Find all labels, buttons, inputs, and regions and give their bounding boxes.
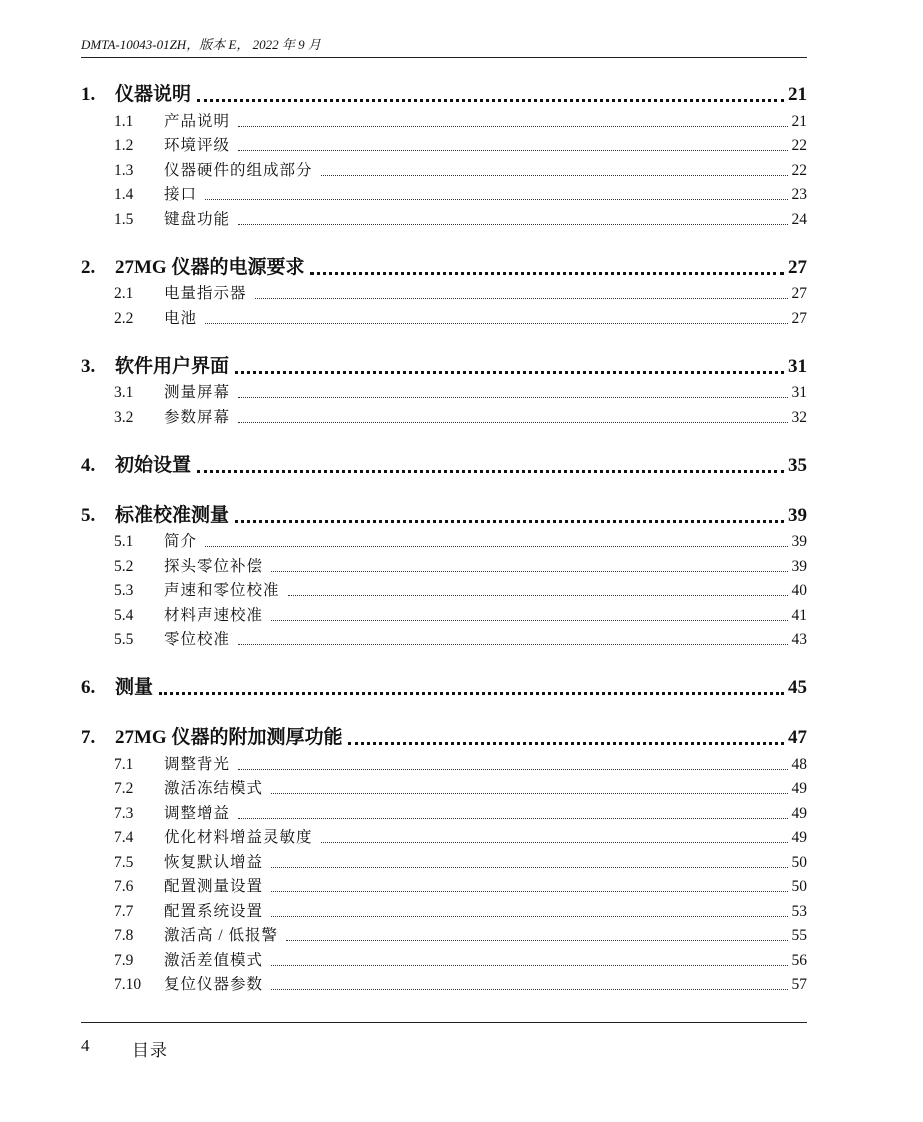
dot-leader (197, 470, 784, 473)
section-number: 7.4 (114, 829, 134, 846)
section-page-number: 39 (791, 533, 807, 550)
section-number: 1.3 (114, 161, 134, 179)
toc-section-entry[interactable] (81, 626, 807, 651)
section-page-number: 49 (791, 780, 807, 797)
toc-chapter-entry[interactable] (81, 451, 807, 478)
chapter-title: 27MG 仪器的附加测厚功能 (115, 727, 343, 748)
dot-leader (286, 940, 787, 941)
toc-section-entry[interactable] (81, 848, 807, 873)
dot-leader (238, 397, 787, 398)
section-number: 7.7 (114, 902, 134, 920)
toc-section-entry[interactable] (81, 132, 807, 157)
section-number: 7.1 (114, 755, 134, 773)
section-page-number: 27 (791, 309, 807, 327)
chapter-title: 初始设置 (115, 454, 192, 476)
toc-section-entry[interactable] (81, 181, 807, 206)
section-title: 键盘功能 (164, 210, 231, 228)
dot-leader (271, 793, 787, 794)
toc-section-entry[interactable] (81, 107, 807, 132)
dot-leader (235, 371, 784, 374)
chapter-gap (81, 329, 807, 352)
chapter-page-number: 39 (788, 504, 807, 526)
section-title: 参数屏幕 (164, 408, 231, 426)
dot-leader (348, 742, 784, 745)
toc-chapter-entry[interactable] (81, 501, 807, 528)
chapter-gap (81, 700, 807, 723)
section-title: 产品说明 (164, 112, 231, 130)
section-number: 7.10 (114, 976, 142, 993)
toc-section-entry[interactable] (81, 873, 807, 898)
toc-section-entry[interactable] (81, 156, 807, 181)
section-page-number: 39 (791, 557, 807, 575)
chapter-number: 2. (81, 256, 96, 278)
dot-leader (310, 272, 784, 275)
dot-leader (321, 842, 788, 843)
section-page-number: 48 (791, 755, 807, 773)
section-number: 5.1 (114, 533, 134, 550)
dot-leader (321, 175, 788, 176)
section-title: 电量指示器 (164, 285, 247, 302)
toc-section-entry[interactable] (81, 379, 807, 404)
toc-chapter-entry[interactable] (81, 352, 807, 379)
chapter-title: 测量 (115, 677, 154, 698)
toc-section-entry[interactable] (81, 528, 807, 553)
chapter-title: 软件用户界面 (115, 355, 230, 377)
section-title: 配置测量设置 (164, 878, 264, 895)
section-title: 优化材料增益灵敏度 (164, 829, 313, 846)
chapter-title: 27MG 仪器的电源要求 (115, 256, 305, 278)
dot-leader (238, 422, 787, 423)
section-number: 1.1 (114, 112, 134, 130)
section-title: 配置系统设置 (164, 902, 264, 920)
footer-rule (81, 1022, 807, 1023)
section-title: 激活冻结模式 (164, 780, 264, 797)
section-title: 调整增益 (164, 804, 231, 822)
dot-leader (271, 867, 787, 868)
chapter-number: 1. (81, 84, 96, 105)
section-number: 5.4 (114, 606, 134, 624)
chapter-page-number: 45 (788, 677, 807, 698)
section-title: 声速和零位校准 (164, 582, 280, 599)
toc-section-entry[interactable] (81, 304, 807, 329)
dot-leader (271, 916, 787, 917)
section-title: 仪器硬件的组成部分 (164, 161, 313, 179)
chapter-gap (81, 428, 807, 451)
toc-section-entry[interactable] (81, 601, 807, 626)
section-number: 7.6 (114, 878, 134, 895)
dot-leader (255, 298, 788, 299)
section-number: 1.5 (114, 210, 134, 228)
chapter-gap (81, 650, 807, 673)
chapter-title: 仪器说明 (115, 84, 192, 105)
dot-leader (197, 99, 784, 102)
section-page-number: 31 (791, 384, 807, 401)
section-page-number: 23 (791, 186, 807, 203)
section-number: 7.9 (114, 951, 134, 969)
section-title: 调整背光 (164, 755, 231, 773)
section-title: 测量屏幕 (164, 384, 231, 401)
toc-section-entry[interactable] (81, 280, 807, 305)
footer-page-number: 4 (81, 1036, 90, 1055)
toc-section-entry[interactable] (81, 577, 807, 602)
section-page-number: 21 (791, 112, 807, 130)
chapter-number: 7. (81, 727, 96, 748)
toc-chapter-entry[interactable] (81, 673, 807, 700)
dot-leader (271, 891, 787, 892)
section-page-number: 22 (791, 137, 807, 154)
section-number: 5.5 (114, 631, 134, 648)
footer-label: 目录 (132, 1041, 168, 1060)
section-title: 复位仪器参数 (164, 976, 264, 993)
toc-section-entry[interactable] (81, 552, 807, 577)
section-page-number: 27 (791, 285, 807, 302)
toc-section-entry[interactable] (81, 205, 807, 230)
section-title: 接口 (164, 186, 198, 203)
toc-section-entry[interactable] (81, 897, 807, 922)
chapter-title: 标准校准测量 (115, 504, 230, 526)
dot-leader (238, 818, 787, 819)
section-number: 7.5 (114, 853, 134, 871)
header-rule (81, 57, 807, 58)
toc-section-entry[interactable] (81, 824, 807, 849)
chapter-page-number: 21 (788, 84, 807, 105)
section-page-number: 22 (791, 161, 807, 179)
section-title: 恢复默认增益 (164, 853, 264, 871)
toc-chapter-entry[interactable] (81, 80, 807, 107)
dot-leader (205, 546, 787, 547)
dot-leader (205, 323, 787, 324)
toc-chapter-entry[interactable] (81, 723, 807, 750)
toc-section-entry[interactable] (81, 403, 807, 428)
section-title: 探头零位补偿 (164, 557, 264, 575)
section-page-number: 40 (791, 582, 807, 599)
section-page-number: 53 (791, 902, 807, 920)
section-title: 零位校准 (164, 631, 231, 648)
section-page-number: 41 (791, 606, 807, 624)
toc-section-entry[interactable] (81, 971, 807, 996)
dot-leader (238, 644, 787, 645)
chapter-gap (81, 230, 807, 253)
section-title: 简介 (164, 533, 198, 550)
dot-leader (288, 595, 788, 596)
chapter-number: 6. (81, 677, 96, 698)
toc-section-entry[interactable] (81, 922, 807, 947)
section-title: 环境评级 (164, 137, 231, 154)
chapter-number: 5. (81, 504, 96, 526)
section-number: 5.2 (114, 557, 134, 575)
section-number: 7.2 (114, 780, 134, 797)
section-page-number: 56 (791, 951, 807, 969)
dot-leader (235, 520, 784, 523)
toc-section-entry[interactable] (81, 750, 807, 775)
dot-leader (271, 989, 787, 990)
dot-leader (238, 150, 787, 151)
toc-section-entry[interactable] (81, 946, 807, 971)
chapter-number: 3. (81, 355, 96, 377)
chapter-page-number: 47 (788, 727, 807, 748)
dot-leader (238, 224, 787, 225)
chapter-page-number: 31 (788, 355, 807, 377)
dot-leader (271, 965, 787, 966)
section-page-number: 55 (791, 927, 807, 944)
toc-chapter-entry[interactable] (81, 253, 807, 280)
running-header: DMTA-10043-01ZH，版本 E， 2022 年 9 月 (81, 37, 321, 52)
section-number: 3.2 (114, 408, 134, 426)
dot-leader (238, 769, 787, 770)
section-page-number: 49 (791, 804, 807, 822)
section-page-number: 24 (791, 210, 807, 228)
section-title: 激活高 / 低报警 (164, 927, 279, 944)
dot-leader (205, 199, 787, 200)
section-title: 材料声速校准 (164, 606, 264, 624)
section-page-number: 32 (791, 408, 807, 426)
section-title: 电池 (164, 309, 198, 327)
chapter-page-number: 27 (788, 256, 807, 278)
dot-leader (238, 126, 787, 127)
section-page-number: 50 (791, 853, 807, 871)
dot-leader (271, 620, 787, 621)
section-number: 2.1 (114, 285, 134, 302)
section-number: 2.2 (114, 309, 134, 327)
toc-section-entry[interactable] (81, 799, 807, 824)
section-title: 激活差值模式 (164, 951, 264, 969)
dot-leader (159, 692, 784, 695)
section-page-number: 50 (791, 878, 807, 895)
dot-leader (271, 571, 787, 572)
section-number: 7.3 (114, 804, 134, 822)
section-number: 7.8 (114, 927, 134, 944)
section-number: 1.4 (114, 186, 134, 203)
table-of-contents (81, 80, 807, 995)
chapter-gap (81, 478, 807, 501)
chapter-number: 4. (81, 454, 96, 476)
section-page-number: 43 (791, 631, 807, 648)
toc-section-entry[interactable] (81, 775, 807, 800)
section-number: 1.2 (114, 137, 134, 154)
section-number: 5.3 (114, 582, 134, 599)
chapter-page-number: 35 (788, 454, 807, 476)
section-page-number: 57 (791, 976, 807, 993)
section-number: 3.1 (114, 384, 134, 401)
section-page-number: 49 (791, 829, 807, 846)
